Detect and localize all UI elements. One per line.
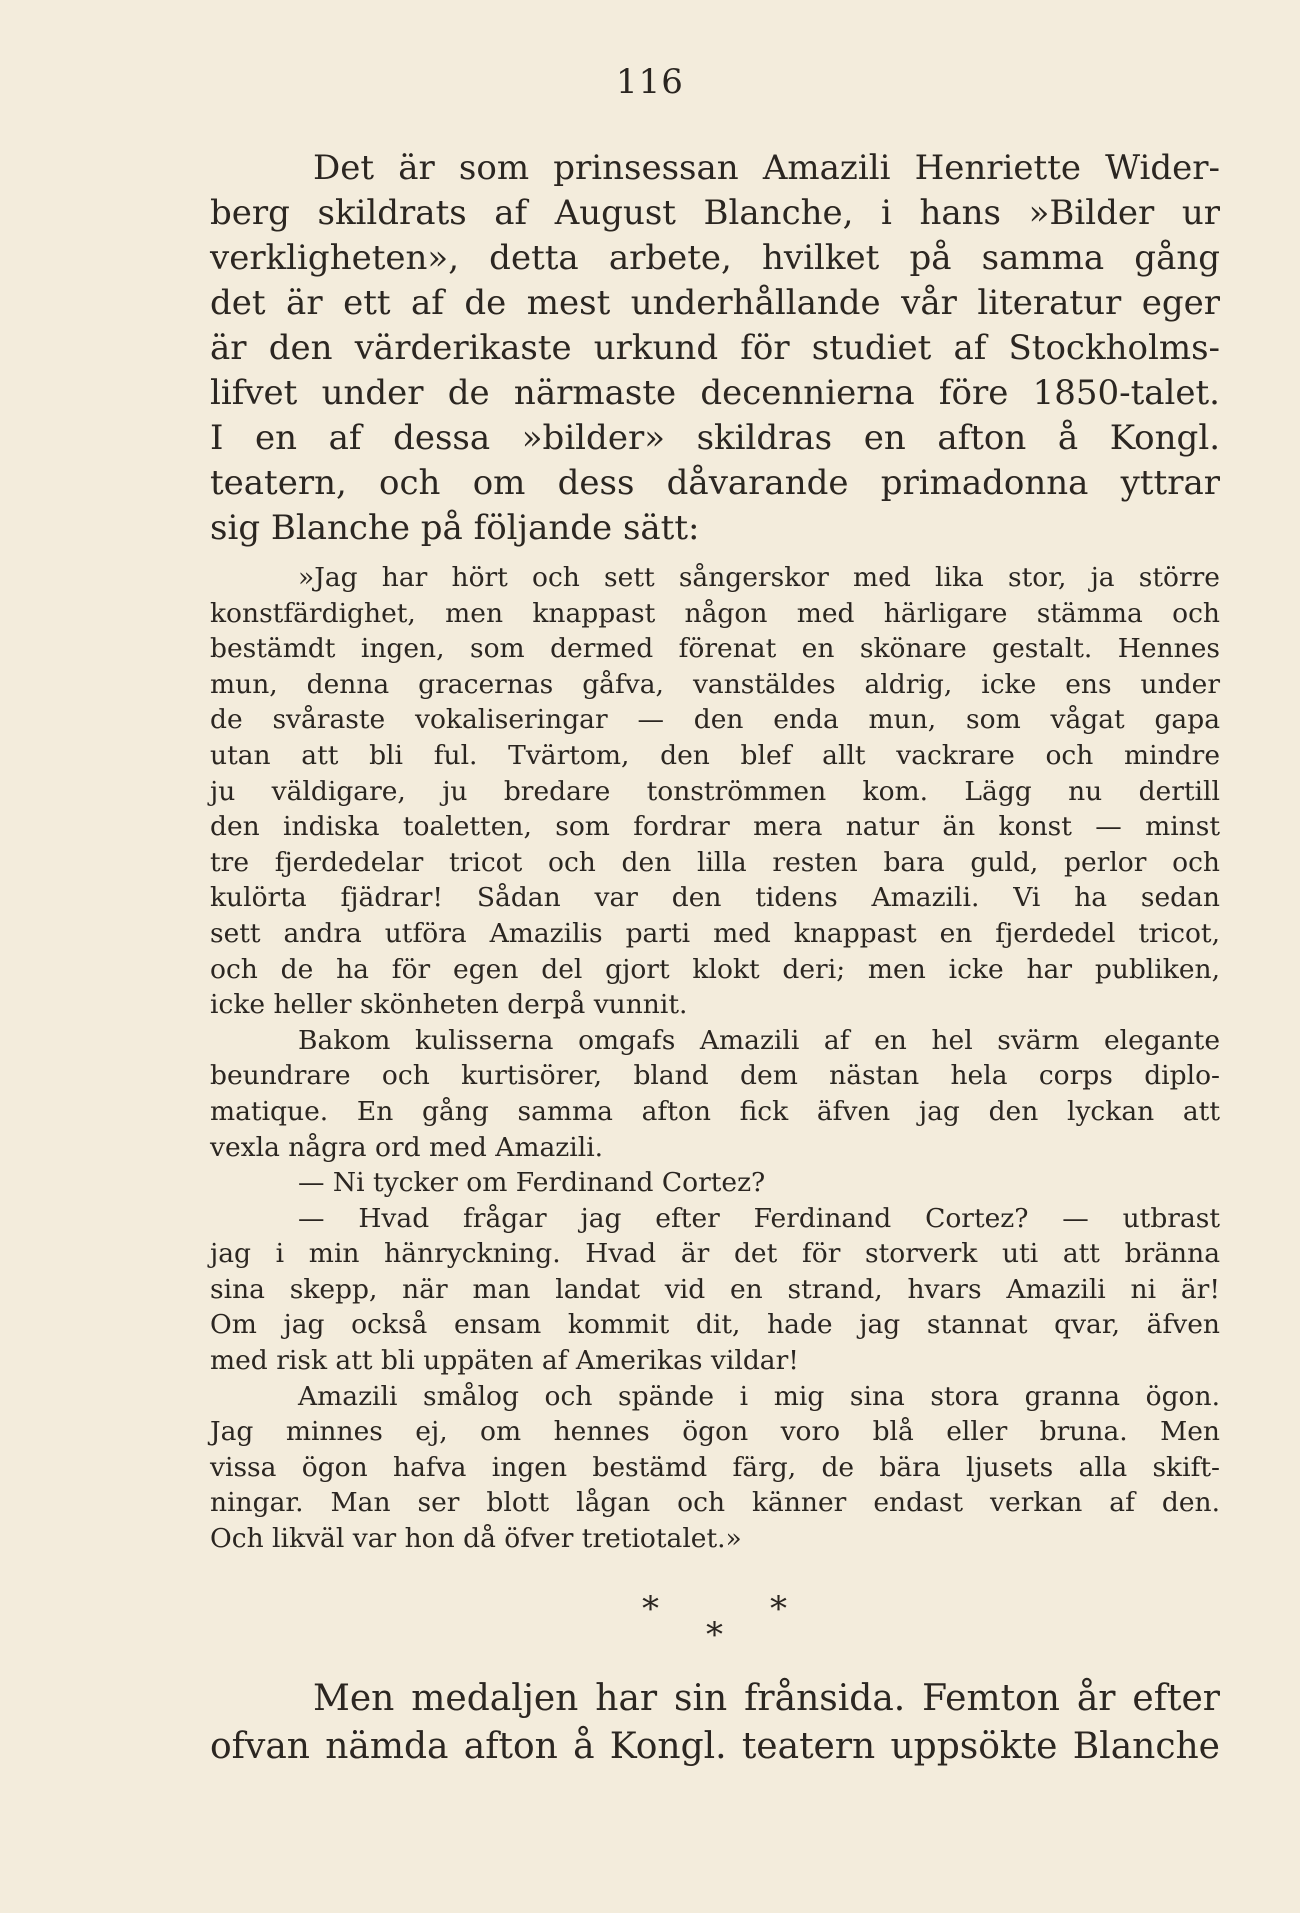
text-line: är den värderikaste urkund för studiet af Stockholms-: [210, 328, 1220, 368]
quote-line: mun, denna gracernas gåfva, vanstäldes aldrig, icke ens under: [210, 668, 1220, 700]
page-number: 116: [616, 62, 684, 102]
quote-line: och de ha för egen del gjort klokt deri; men icke har publiken,: [210, 953, 1220, 985]
quote-line: Jag minnes ej, om hennes ögon voro blå eller bruna. Men: [210, 1416, 1220, 1448]
quote-line: — Ni tycker om Ferdinand Cortez?: [298, 1167, 766, 1199]
blanche-quotation: [210, 560, 1220, 1557]
quote-line: sett andra utföra Amazilis parti med knappast en fjerdedel tricot,: [210, 917, 1220, 949]
quote-line: icke heller skönheten derpå vunnit.: [210, 989, 688, 1021]
text-line: sig Blanche på följande sätt:: [210, 508, 700, 548]
quote-line: vissa ögon hafva ingen bestämd färg, de bära ljusets alla skift-: [210, 1451, 1220, 1483]
asterisk: *: [706, 1615, 723, 1655]
opening-paragraph: [210, 146, 1220, 551]
section-break-asterism: [0, 1589, 1300, 1655]
text-line: I en af dessa »bilder» skildras en afton å Kongl.: [210, 418, 1220, 458]
quote-line: ju väldigare, ju bredare tonströmmen kom. Lägg nu dertill: [210, 775, 1220, 807]
text-line: lifvet under de närmaste decennierna före 1850-talet.: [210, 373, 1220, 413]
text-line: teatern, och om dess dåvarande primadonna yttrar: [210, 463, 1220, 503]
quote-line: matique. En gång samma afton fick äfven jag den lyckan att: [210, 1095, 1220, 1127]
quote-line: ningar. Man ser blott lågan och känner endast verkan af den.: [210, 1487, 1220, 1519]
quote-line: kulörta fjädrar! Sådan var den tidens Amazili. Vi ha sedan: [210, 882, 1220, 914]
quote-line: sina skepp, när man landat vid en strand, hvars Amazili ni är!: [210, 1273, 1220, 1305]
quote-line: med risk att bli uppäten af Amerikas vildar!: [210, 1345, 799, 1377]
asterisk: *: [770, 1589, 787, 1629]
text-line: det är ett af de mest underhållande vår literatur eger: [210, 283, 1220, 323]
quote-line: Bakom kulisserna omgafs Amazili af en hel svärm elegante: [298, 1024, 1220, 1056]
quote-line: de svåraste vokaliseringar — den enda mun, som vågat gapa: [210, 704, 1220, 736]
text-line: Men medaljen har sin frånsida. Femton år efter: [313, 1678, 1220, 1719]
quote-line: — Hvad frågar jag efter Ferdinand Cortez? — utbrast: [298, 1202, 1220, 1234]
quote-line: Amazili smålog och spände i mig sina stora granna ögon.: [298, 1380, 1220, 1412]
quote-line: konstfärdighet, men knappast någon med härligare stämma och: [210, 597, 1220, 629]
quote-line: den indiska toaletten, som fordrar mera natur än konst — minst: [210, 811, 1220, 843]
quote-line: jag i min hänryckning. Hvad är det för storverk uti att bränna: [210, 1238, 1220, 1270]
quote-line: vexla några ord med Amazili.: [210, 1131, 604, 1163]
text-line: berg skildrats af August Blanche, i hans »Bilder ur: [210, 193, 1220, 233]
quote-line: Och likväl var hon då öfver tretiotalet.»: [210, 1523, 742, 1555]
quote-line: »Jag har hört och sett sångerskor med lika stor, ja större: [298, 562, 1220, 593]
text-line: ofvan nämda afton å Kongl. teatern uppsökte Blanche: [210, 1726, 1220, 1767]
asterisk: *: [642, 1589, 659, 1629]
quote-line: beundrare och kurtisörer, bland dem nästan hela corps diplo-: [210, 1060, 1220, 1092]
closing-paragraph: [210, 1675, 1220, 1771]
quote-line: bestämdt ingen, som dermed förenat en skönare gestalt. Hennes: [210, 633, 1220, 665]
text-line: verkligheten», detta arbete, hvilket på samma gång: [210, 238, 1220, 278]
text-line: Det är som prinsessan Amazili Henriette Wider-: [313, 148, 1220, 188]
quote-line: utan att bli ful. Tvärtom, den blef allt vackrare och mindre: [210, 739, 1220, 771]
quote-line: tre fjerdedelar tricot och den lilla resten bara guld, perlor och: [210, 846, 1220, 878]
quote-line: Om jag också ensam kommit dit, hade jag stannat qvar, äfven: [210, 1309, 1220, 1341]
